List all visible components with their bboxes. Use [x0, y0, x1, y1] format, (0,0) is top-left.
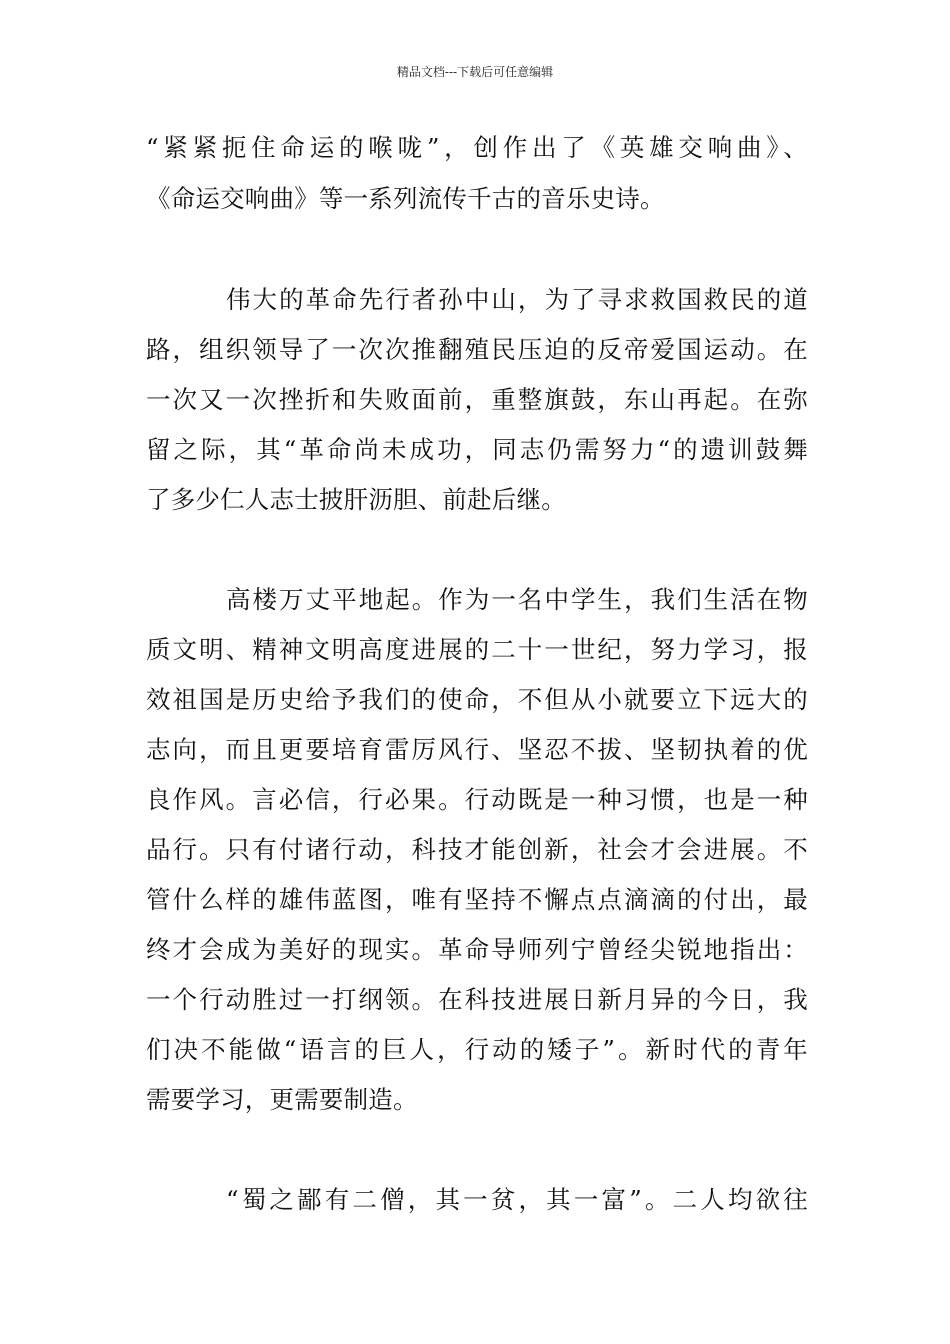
- text-line: 志向，而且更要培育雷厉风行、坚忍不拔、坚韧执着的优: [146, 735, 808, 764]
- text-line: 终才会成为美好的现实。革命导师列宁曾经尖锐地指出：: [146, 935, 808, 964]
- text-line: 了多少仁人志士披肝沥胆、前赴后继。: [146, 485, 566, 514]
- text-line: 需要学习，更需要制造。: [146, 1085, 418, 1114]
- text-line: 质文明、精神文明高度进展的二十一世纪，努力学习，报: [146, 635, 808, 664]
- text-line: 高楼万丈平地起。作为一名中学生，我们生活在物: [226, 585, 808, 614]
- text-line: 效祖国是历史给予我们的使命，不但从小就要立下远大的: [146, 685, 808, 714]
- text-line: 伟大的革命先行者孙中山，为了寻求救国救民的道: [226, 285, 808, 314]
- text-line: 品行。只有付诸行动，科技才能创新，社会才会进展。不: [146, 835, 808, 864]
- text-line: 《命运交响曲》等一系列流传千古的音乐史诗。: [146, 184, 665, 213]
- text-line: “紧紧扼住命运的喉咙”，创作出了《英雄交响曲》、: [146, 133, 808, 162]
- text-line: “蜀之鄙有二僧，其一贫，其一富”。二人均欲往: [226, 1185, 808, 1214]
- text-line: 留之际，其“革命尚未成功，同志仍需努力“的遗训鼓舞: [146, 435, 808, 464]
- text-line: 们决不能做“语言的巨人，行动的矮子”。新时代的青年: [146, 1035, 808, 1064]
- text-line: 良作风。言必信，行必果。行动既是一种习惯，也是一种: [146, 785, 808, 814]
- page-header: 精品文档---下载后可任意编辑: [396, 65, 554, 79]
- text-line: 路，组织领导了一次次推翻殖民压迫的反帝爱国运动。在: [146, 335, 808, 364]
- text-line: 管什么样的雄伟蓝图，唯有坚持不懈点点滴滴的付出，最: [146, 885, 808, 914]
- text-line: 一个行动胜过一打纲领。在科技进展日新月异的今日，我: [146, 985, 808, 1014]
- text-line: 一次又一次挫折和失败面前，重整旗鼓，东山再起。在弥: [146, 385, 808, 414]
